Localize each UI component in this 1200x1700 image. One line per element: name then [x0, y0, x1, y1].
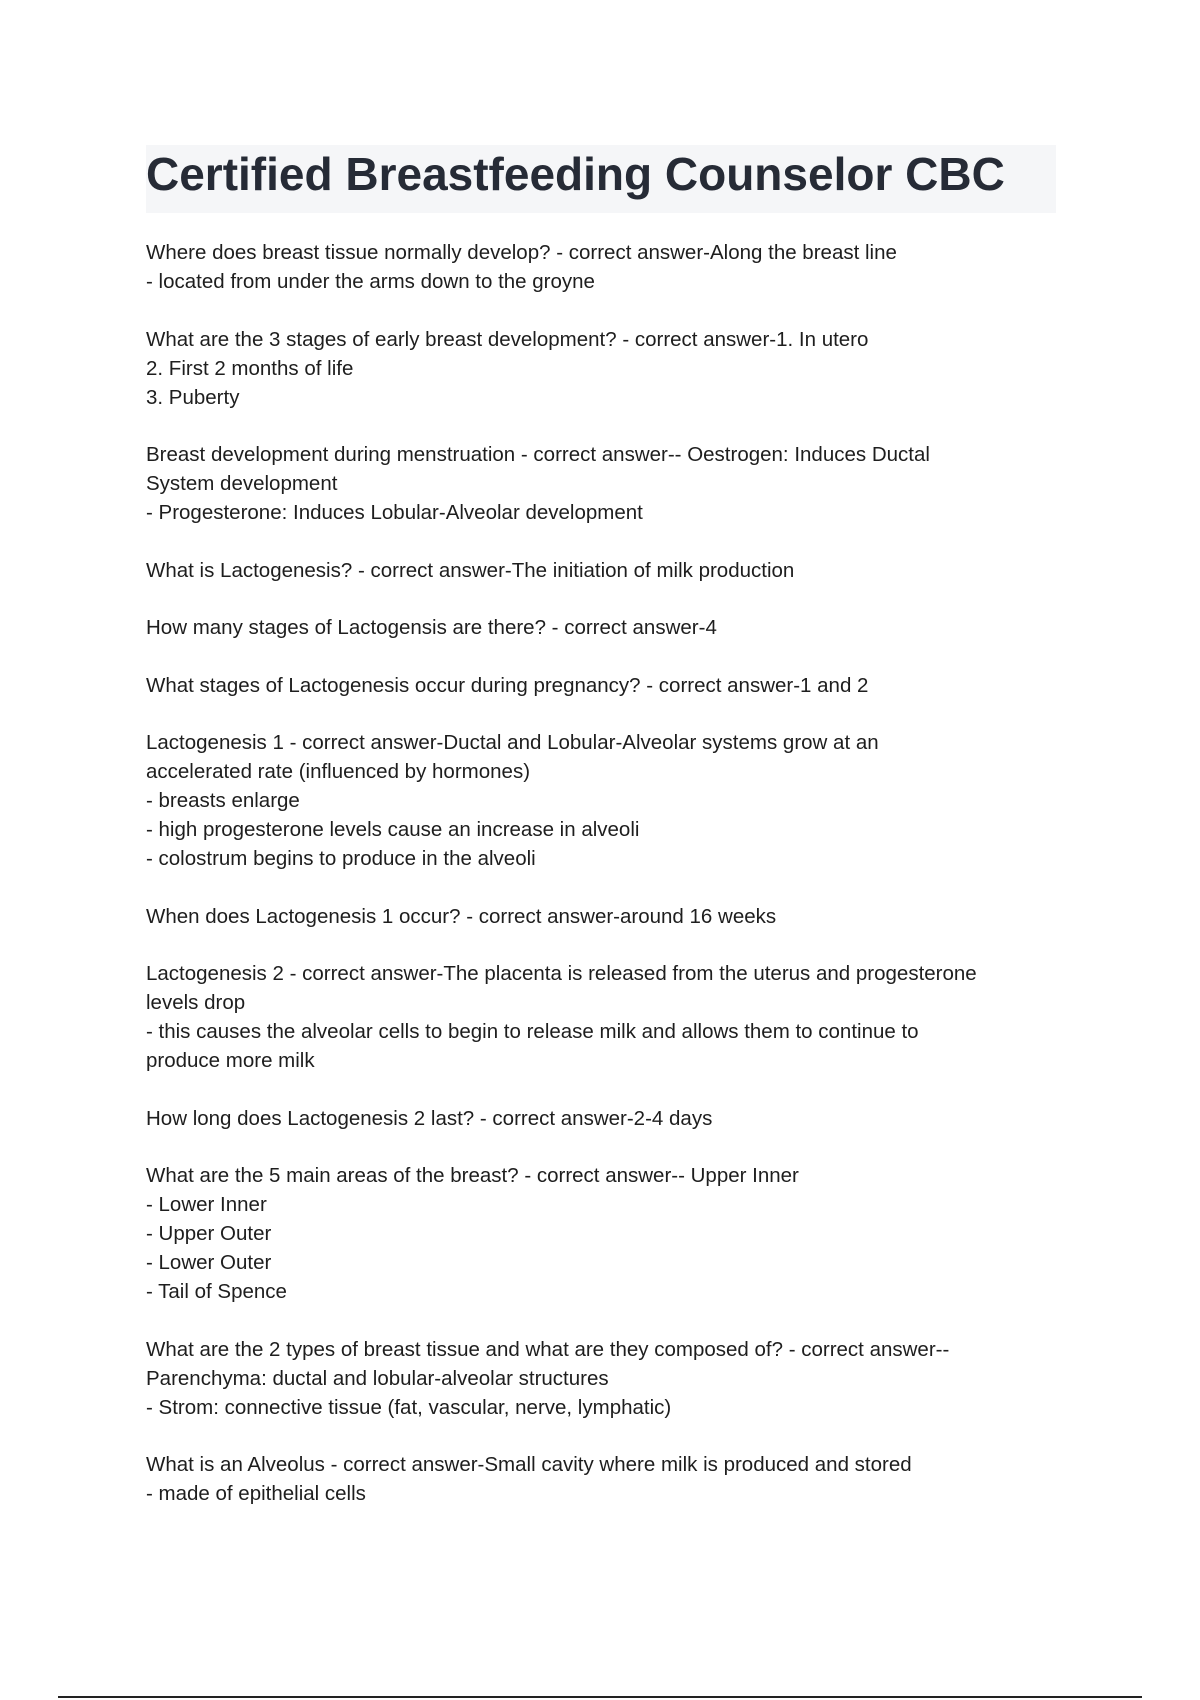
qa-text: What are the 5 main areas of the breast? - correct answer-- Upper Inner - Lower Inner - Upper Outer - Lower Outer - Tail of Spence	[146, 1164, 799, 1303]
qa-entry	[146, 959, 1056, 1075]
qa-entry	[146, 902, 1056, 931]
qa-entry	[146, 325, 1056, 412]
qa-text: When does Lactogenesis 1 occur? - correct answer-around 16 weeks	[146, 904, 777, 928]
qa-entry	[146, 1335, 1056, 1422]
document-title: Certified Breastfeeding Counselor CBC	[146, 148, 1005, 200]
qa-entry	[146, 671, 1056, 700]
qa-entry	[146, 238, 1056, 296]
qa-text: How long does Lactogenesis 2 last? - correct answer-2-4 days	[146, 1106, 713, 1130]
qa-text: Where does breast tissue normally develop? - correct answer-Along the breast line - located from under the arms down to the groyne	[146, 241, 897, 293]
qa-text: Lactogenesis 2 - correct answer-The placenta is released from the uterus and progesterone levels drop - this causes the alveolar cells to begin to release milk and allows them to continue to produce more milk	[146, 962, 977, 1072]
qa-text: What are the 3 stages of early breast development? - correct answer-1. In utero 2. First 2 months of life 3. Puberty	[146, 327, 869, 409]
qa-text: What are the 2 types of breast tissue and what are they composed of? - correct answer-- Parenchyma: ductal and lobular-alveolar structures - Strom: connective tissue (fat, vascular, nerve, lymphatic)	[146, 1337, 950, 1419]
footer-rule	[58, 1696, 1142, 1698]
qa-text: Lactogenesis 1 - correct answer-Ductal and Lobular-Alveolar systems grow at an accelerated rate (influenced by hormones) - breasts enlarge - high progesterone levels cause an increase in alveoli - colostrum begins to produce in the alveoli	[146, 731, 879, 870]
qa-entry	[146, 613, 1056, 642]
qa-entry	[146, 556, 1056, 585]
qa-text: What is an Alveolus - correct answer-Small cavity where milk is produced and stored - made of epithelial cells	[146, 1453, 912, 1505]
qa-text: What stages of Lactogenesis occur during pregnancy? - correct answer-1 and 2	[146, 673, 869, 697]
qa-entry	[146, 1161, 1056, 1306]
qa-text: Breast development during menstruation - correct answer-- Oestrogen: Induces Ductal System development - Progesterone: Induces Lobular-Alveolar development	[146, 443, 930, 524]
qa-entry	[146, 728, 1056, 873]
qa-text: What is Lactogenesis? - correct answer-The initiation of milk production	[146, 558, 795, 582]
qa-list	[146, 238, 1056, 1537]
qa-entry	[146, 1450, 1056, 1508]
qa-text: How many stages of Lactogensis are there? - correct answer-4	[146, 616, 717, 639]
qa-entry	[146, 440, 1056, 527]
qa-entry	[146, 1104, 1056, 1133]
